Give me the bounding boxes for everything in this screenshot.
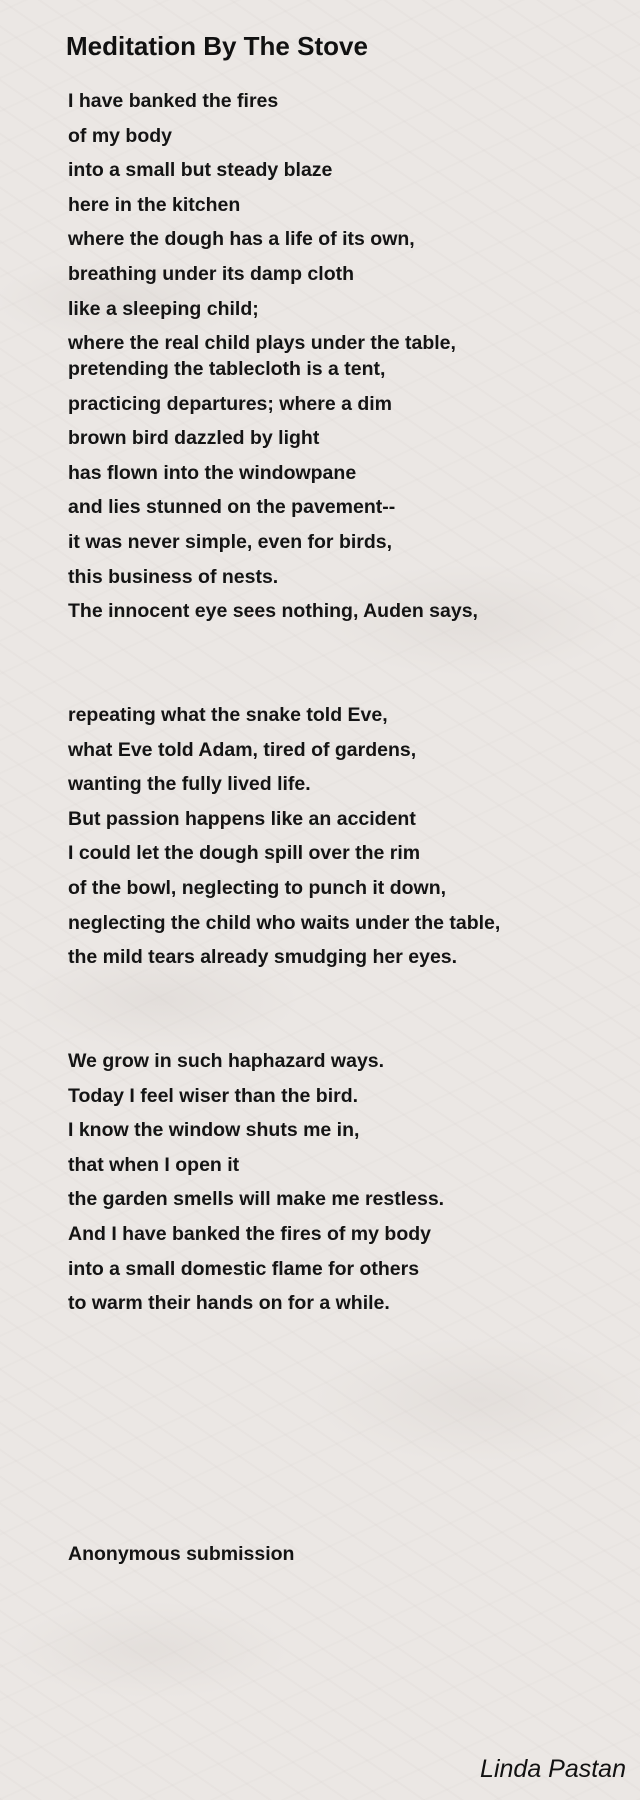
poem-line: the garden smells will make me restless. [68, 1188, 445, 1211]
poem-body [68, 84, 628, 1321]
poem-line: I have banked the fires [68, 90, 279, 112]
stanza-3 [68, 698, 628, 1044]
poem-line: that when I open it [68, 1153, 240, 1176]
poem-line: of my body [68, 124, 173, 147]
poem-line: I know the window shuts me in, [68, 1119, 360, 1142]
stanza-4 [68, 1044, 628, 1321]
poem-line: into a small but steady blaze [68, 159, 333, 182]
poem-line: The innocent eye sees nothing, Auden says, [68, 600, 478, 623]
poem-title: Meditation By The Stove [66, 31, 368, 61]
poem-line: like a sleeping child; [68, 297, 259, 320]
poem-line: this business of nests. [68, 565, 279, 588]
poem-line: the mild tears already smudging her eyes. [68, 946, 458, 969]
poem-line: has flown into the windowpane [68, 461, 357, 484]
poem-line: I could let the dough spill over the rim [68, 842, 421, 865]
poem-line: neglecting the child who waits under the table, [68, 911, 501, 934]
stanza-1 [68, 84, 628, 355]
poem-line: and lies stunned on the pavement-- [68, 496, 396, 519]
poem-line: what Eve told Adam, tired of gardens, [68, 738, 417, 761]
poem-line: We grow in such haphazard ways. [68, 1050, 385, 1072]
poem-line: But passion happens like an accident [68, 807, 416, 830]
poem-line: here in the kitchen [68, 193, 241, 216]
poem-line: practicing departures; where a dim [68, 392, 393, 415]
poem-line: of the bowl, neglecting to punch it down, [68, 876, 447, 899]
poem-line: to warm their hands on for a while. [68, 1292, 390, 1315]
author-name: Linda Pastan [480, 1755, 626, 1783]
poem-line: where the real child plays under the table, [68, 332, 456, 355]
poem-line: where the dough has a life of its own, [68, 228, 415, 251]
poem-line: And I have banked the fires of my body [68, 1222, 431, 1245]
stanza-2 [68, 352, 628, 698]
poem-line: brown bird dazzled by light [68, 427, 320, 450]
poem-line: it was never simple, even for birds, [68, 530, 393, 553]
poem-line: into a small domestic flame for others [68, 1257, 420, 1280]
submission-note: Anonymous submission [68, 1543, 295, 1565]
poem-line: repeating what the snake told Eve, [68, 704, 388, 726]
poem-line: Today I feel wiser than the bird. [68, 1084, 359, 1107]
poem-line: pretending the tablecloth is a tent, [68, 358, 386, 380]
poem-line: breathing under its damp cloth [68, 262, 355, 285]
poem-line: wanting the fully lived life. [68, 773, 311, 796]
